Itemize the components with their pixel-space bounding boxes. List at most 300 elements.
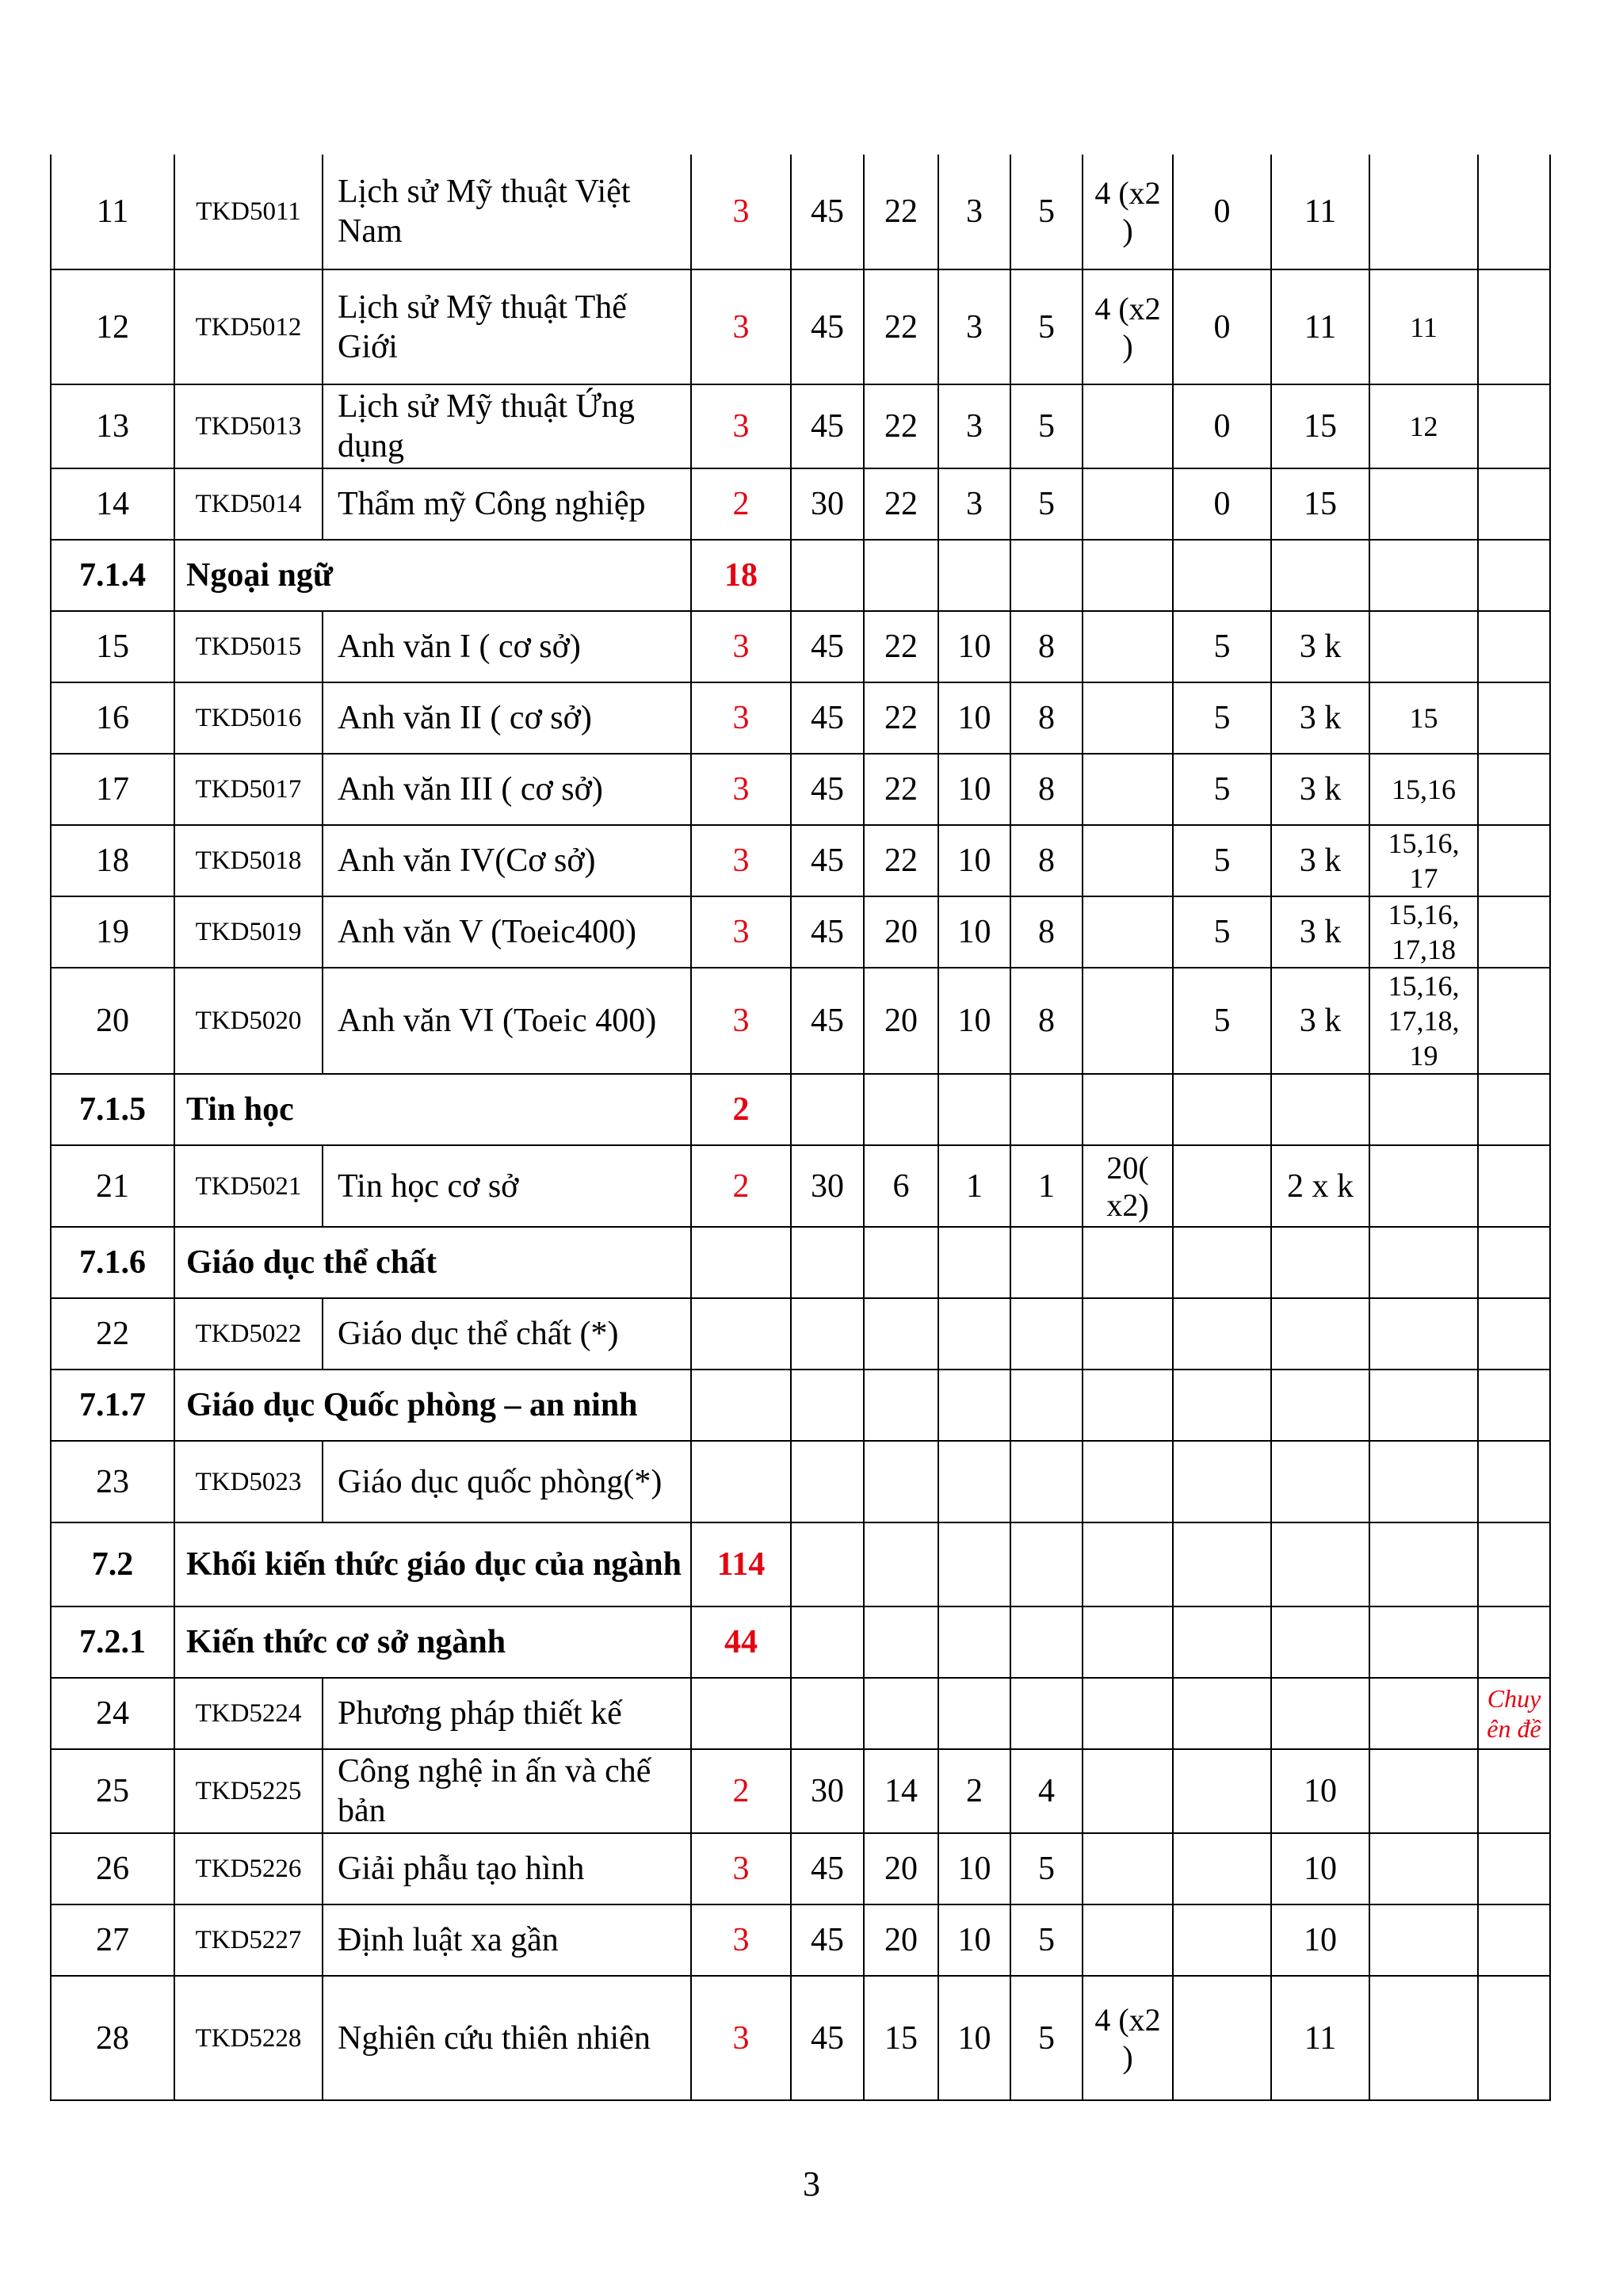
column-11-cell: 11 — [1271, 1976, 1369, 2100]
column-10-cell: 5 — [1173, 682, 1271, 754]
note-cell — [1478, 825, 1550, 896]
total-hours-cell: 30 — [791, 468, 864, 540]
prerequisite-cell: 15,16, 17 — [1369, 825, 1478, 896]
credits-cell: 2 — [691, 1749, 791, 1833]
credits-cell: 3 — [691, 269, 791, 384]
code-cell: TKD5023 — [174, 1441, 323, 1522]
credits-cell: 3 — [691, 1904, 791, 1976]
empty-cell — [791, 1522, 864, 1606]
practice-hours-cell — [1083, 682, 1173, 754]
code-cell: TKD5012 — [174, 269, 323, 384]
theory-hours-cell: 20 — [864, 1833, 938, 1904]
course-row — [51, 269, 1550, 384]
exercise-hours-cell: 10 — [938, 682, 1010, 754]
exercise-hours-cell: 2 — [938, 1749, 1010, 1833]
discussion-hours-cell — [1010, 1441, 1083, 1522]
course-row — [51, 468, 1550, 540]
total-hours-cell — [791, 1298, 864, 1370]
note-cell — [1478, 754, 1550, 825]
empty-cell — [1010, 1074, 1083, 1145]
column-10-cell — [1173, 1976, 1271, 2100]
practice-hours-cell — [1083, 825, 1173, 896]
empty-cell — [1478, 1074, 1550, 1145]
code-cell: TKD5228 — [174, 1976, 323, 2100]
section-credits: 44 — [691, 1606, 791, 1678]
discussion-hours-cell: 5 — [1010, 468, 1083, 540]
course-row — [51, 754, 1550, 825]
total-hours-cell: 45 — [791, 1904, 864, 1976]
column-10-cell: 0 — [1173, 269, 1271, 384]
column-10-cell — [1173, 1441, 1271, 1522]
empty-cell — [864, 1227, 938, 1298]
course-name: Anh văn VI (Toeic 400) — [323, 968, 691, 1074]
exercise-hours-cell — [938, 1678, 1010, 1749]
discussion-hours-cell: 5 — [1010, 1904, 1083, 1976]
empty-cell — [1010, 1522, 1083, 1606]
note-cell — [1478, 269, 1550, 384]
course-row — [51, 825, 1550, 896]
stt-cell: 12 — [51, 269, 174, 384]
credits-cell: 3 — [691, 896, 791, 968]
prerequisite-cell — [1369, 155, 1478, 269]
column-11-cell — [1271, 1678, 1369, 1749]
prerequisite-cell: 15 — [1369, 682, 1478, 754]
empty-cell — [1271, 1522, 1369, 1606]
section-title: Tin học — [174, 1074, 691, 1145]
course-row — [51, 1298, 1550, 1370]
empty-cell — [1478, 1227, 1550, 1298]
total-hours-cell: 45 — [791, 896, 864, 968]
column-11-cell: 10 — [1271, 1904, 1369, 1976]
empty-cell — [1369, 540, 1478, 611]
stt-cell: 13 — [51, 384, 174, 468]
empty-cell — [864, 1074, 938, 1145]
theory-hours-cell — [864, 1678, 938, 1749]
column-10-cell: 5 — [1173, 754, 1271, 825]
credits-cell — [691, 1298, 791, 1370]
prerequisite-cell — [1369, 1749, 1478, 1833]
stt-cell: 14 — [51, 468, 174, 540]
empty-cell — [1173, 1227, 1271, 1298]
course-name: Anh văn III ( cơ sở) — [323, 754, 691, 825]
practice-hours-cell — [1083, 611, 1173, 682]
theory-hours-cell: 22 — [864, 682, 938, 754]
section-row — [51, 540, 1550, 611]
discussion-hours-cell: 5 — [1010, 1976, 1083, 2100]
code-cell: TKD5224 — [174, 1678, 323, 1749]
course-name: Giáo dục thể chất (*) — [323, 1298, 691, 1370]
course-row — [51, 155, 1550, 269]
course-row — [51, 1833, 1550, 1904]
empty-cell — [864, 1606, 938, 1678]
empty-cell — [1369, 1074, 1478, 1145]
course-row — [51, 1976, 1550, 2100]
column-11-cell: 2 x k — [1271, 1145, 1369, 1227]
table-body — [51, 155, 1550, 2100]
column-11-cell: 15 — [1271, 468, 1369, 540]
empty-cell — [1010, 1227, 1083, 1298]
column-11-cell: 15 — [1271, 384, 1369, 468]
discussion-hours-cell: 5 — [1010, 269, 1083, 384]
section-row — [51, 1606, 1550, 1678]
credits-cell: 3 — [691, 611, 791, 682]
stt-cell: 19 — [51, 896, 174, 968]
column-10-cell: 5 — [1173, 968, 1271, 1074]
code-cell: TKD5018 — [174, 825, 323, 896]
empty-cell — [791, 1227, 864, 1298]
empty-cell — [1369, 1522, 1478, 1606]
total-hours-cell — [791, 1678, 864, 1749]
empty-cell — [1271, 1370, 1369, 1441]
course-name: Lịch sử Mỹ thuật Ứng dụng — [323, 384, 691, 468]
empty-cell — [1010, 540, 1083, 611]
page-number: 3 — [803, 2164, 820, 2203]
credits-cell: 3 — [691, 682, 791, 754]
course-name: Anh văn I ( cơ sở) — [323, 611, 691, 682]
note-cell — [1478, 468, 1550, 540]
prerequisite-cell — [1369, 1678, 1478, 1749]
stt-cell: 26 — [51, 1833, 174, 1904]
column-11-cell: 3 k — [1271, 968, 1369, 1074]
empty-cell — [1083, 1522, 1173, 1606]
stt-cell: 11 — [51, 155, 174, 269]
empty-cell — [1271, 1227, 1369, 1298]
practice-hours-cell — [1083, 1298, 1173, 1370]
credits-cell: 3 — [691, 155, 791, 269]
empty-cell — [791, 540, 864, 611]
practice-hours-cell — [1083, 1749, 1173, 1833]
practice-hours-cell: 4 (x2 ) — [1083, 269, 1173, 384]
course-name: Lịch sử Mỹ thuật Thế Giới — [323, 269, 691, 384]
credits-cell: 3 — [691, 1976, 791, 2100]
course-name: Phương pháp thiết kế — [323, 1678, 691, 1749]
empty-cell — [864, 1370, 938, 1441]
course-name: Anh văn IV(Cơ sở) — [323, 825, 691, 896]
exercise-hours-cell — [938, 1441, 1010, 1522]
section-number: 7.1.6 — [51, 1227, 174, 1298]
section-row — [51, 1074, 1550, 1145]
exercise-hours-cell: 3 — [938, 468, 1010, 540]
theory-hours-cell: 22 — [864, 468, 938, 540]
course-row — [51, 611, 1550, 682]
column-10-cell: 0 — [1173, 384, 1271, 468]
empty-cell — [1369, 1370, 1478, 1441]
discussion-hours-cell: 5 — [1010, 155, 1083, 269]
total-hours-cell: 45 — [791, 1833, 864, 1904]
credits-cell: 3 — [691, 754, 791, 825]
course-row — [51, 1749, 1550, 1833]
practice-hours-cell — [1083, 1441, 1173, 1522]
prerequisite-cell: 15,16, 17,18 — [1369, 896, 1478, 968]
empty-cell — [1010, 1370, 1083, 1441]
column-11-cell: 11 — [1271, 155, 1369, 269]
empty-cell — [1173, 1606, 1271, 1678]
empty-cell — [791, 1370, 864, 1441]
theory-hours-cell: 20 — [864, 1904, 938, 1976]
credits-cell: 2 — [691, 468, 791, 540]
credits-cell: 3 — [691, 968, 791, 1074]
empty-cell — [938, 540, 1010, 611]
stt-cell: 27 — [51, 1904, 174, 1976]
theory-hours-cell: 22 — [864, 269, 938, 384]
column-10-cell: 5 — [1173, 825, 1271, 896]
code-cell: TKD5022 — [174, 1298, 323, 1370]
prerequisite-cell: 11 — [1369, 269, 1478, 384]
total-hours-cell: 45 — [791, 825, 864, 896]
empty-cell — [938, 1522, 1010, 1606]
note-cell — [1478, 1145, 1550, 1227]
theory-hours-cell — [864, 1298, 938, 1370]
credits-cell — [691, 1678, 791, 1749]
section-credits: 18 — [691, 540, 791, 611]
total-hours-cell: 45 — [791, 754, 864, 825]
column-10-cell — [1173, 1904, 1271, 1976]
credits-cell: 3 — [691, 1833, 791, 1904]
empty-cell — [1083, 1606, 1173, 1678]
exercise-hours-cell: 3 — [938, 384, 1010, 468]
code-cell: TKD5227 — [174, 1904, 323, 1976]
practice-hours-cell — [1083, 468, 1173, 540]
theory-hours-cell: 22 — [864, 384, 938, 468]
empty-cell — [1478, 1522, 1550, 1606]
code-cell: TKD5014 — [174, 468, 323, 540]
theory-hours-cell: 20 — [864, 968, 938, 1074]
discussion-hours-cell: 8 — [1010, 754, 1083, 825]
empty-cell — [1010, 1606, 1083, 1678]
stt-cell: 18 — [51, 825, 174, 896]
practice-hours-cell — [1083, 384, 1173, 468]
empty-cell — [1173, 1074, 1271, 1145]
code-cell: TKD5225 — [174, 1749, 323, 1833]
total-hours-cell: 45 — [791, 1976, 864, 2100]
column-11-cell: 10 — [1271, 1833, 1369, 1904]
theory-hours-cell: 22 — [864, 825, 938, 896]
code-cell: TKD5226 — [174, 1833, 323, 1904]
code-cell: TKD5021 — [174, 1145, 323, 1227]
course-name: Công nghệ in ấn và chế bản — [323, 1749, 691, 1833]
exercise-hours-cell: 3 — [938, 269, 1010, 384]
theory-hours-cell: 22 — [864, 611, 938, 682]
section-number: 7.2.1 — [51, 1606, 174, 1678]
empty-cell — [1271, 540, 1369, 611]
discussion-hours-cell: 8 — [1010, 896, 1083, 968]
empty-cell — [1478, 540, 1550, 611]
stt-cell: 23 — [51, 1441, 174, 1522]
credits-cell: 3 — [691, 384, 791, 468]
section-number: 7.2 — [51, 1522, 174, 1606]
prerequisite-cell — [1369, 468, 1478, 540]
practice-hours-cell — [1083, 896, 1173, 968]
empty-cell — [791, 1074, 864, 1145]
total-hours-cell: 45 — [791, 269, 864, 384]
empty-cell — [1173, 540, 1271, 611]
course-row — [51, 1678, 1550, 1749]
column-10-cell — [1173, 1145, 1271, 1227]
section-row — [51, 1227, 1550, 1298]
practice-hours-cell — [1083, 1678, 1173, 1749]
stt-cell: 15 — [51, 611, 174, 682]
course-row — [51, 682, 1550, 754]
course-name: Giáo dục quốc phòng(*) — [323, 1441, 691, 1522]
code-cell: TKD5017 — [174, 754, 323, 825]
exercise-hours-cell: 1 — [938, 1145, 1010, 1227]
note-cell — [1478, 682, 1550, 754]
discussion-hours-cell — [1010, 1298, 1083, 1370]
note-cell — [1478, 1441, 1550, 1522]
column-11-cell: 3 k — [1271, 611, 1369, 682]
total-hours-cell: 30 — [791, 1749, 864, 1833]
column-10-cell: 5 — [1173, 611, 1271, 682]
practice-hours-cell — [1083, 754, 1173, 825]
note-cell — [1478, 1298, 1550, 1370]
stt-cell: 17 — [51, 754, 174, 825]
exercise-hours-cell: 10 — [938, 754, 1010, 825]
course-name: Anh văn V (Toeic400) — [323, 896, 691, 968]
empty-cell — [938, 1370, 1010, 1441]
course-row — [51, 968, 1550, 1074]
total-hours-cell: 45 — [791, 155, 864, 269]
note-cell — [1478, 968, 1550, 1074]
section-credits — [691, 1370, 791, 1441]
empty-cell — [938, 1074, 1010, 1145]
empty-cell — [791, 1606, 864, 1678]
section-number: 7.1.7 — [51, 1370, 174, 1441]
column-10-cell: 0 — [1173, 468, 1271, 540]
theory-hours-cell — [864, 1441, 938, 1522]
section-row — [51, 1370, 1550, 1441]
column-10-cell — [1173, 1678, 1271, 1749]
exercise-hours-cell: 10 — [938, 968, 1010, 1074]
total-hours-cell: 45 — [791, 682, 864, 754]
note-cell — [1478, 384, 1550, 468]
exercise-hours-cell: 10 — [938, 1904, 1010, 1976]
column-10-cell — [1173, 1298, 1271, 1370]
discussion-hours-cell: 8 — [1010, 825, 1083, 896]
discussion-hours-cell: 4 — [1010, 1749, 1083, 1833]
section-credits: 2 — [691, 1074, 791, 1145]
column-11-cell: 3 k — [1271, 896, 1369, 968]
course-name: Lịch sử Mỹ thuật Việt Nam — [323, 155, 691, 269]
theory-hours-cell: 6 — [864, 1145, 938, 1227]
code-cell: TKD5016 — [174, 682, 323, 754]
note-cell — [1478, 1749, 1550, 1833]
empty-cell — [1271, 1606, 1369, 1678]
section-row — [51, 1522, 1550, 1606]
prerequisite-cell: 15,16, 17,18, 19 — [1369, 968, 1478, 1074]
total-hours-cell: 45 — [791, 968, 864, 1074]
section-title: Giáo dục thể chất — [174, 1227, 691, 1298]
exercise-hours-cell: 10 — [938, 1976, 1010, 2100]
practice-hours-cell — [1083, 1833, 1173, 1904]
empty-cell — [938, 1227, 1010, 1298]
empty-cell — [1083, 1074, 1173, 1145]
note-cell — [1478, 155, 1550, 269]
prerequisite-cell — [1369, 1145, 1478, 1227]
discussion-hours-cell: 8 — [1010, 611, 1083, 682]
stt-cell: 22 — [51, 1298, 174, 1370]
section-title: Khối kiến thức giáo dục của ngành — [174, 1522, 691, 1606]
credits-cell: 3 — [691, 825, 791, 896]
empty-cell — [1369, 1606, 1478, 1678]
empty-cell — [864, 540, 938, 611]
theory-hours-cell: 22 — [864, 155, 938, 269]
column-11-cell — [1271, 1441, 1369, 1522]
prerequisite-cell: 15,16 — [1369, 754, 1478, 825]
empty-cell — [1478, 1370, 1550, 1441]
prerequisite-cell — [1369, 611, 1478, 682]
stt-cell: 20 — [51, 968, 174, 1074]
empty-cell — [1083, 1370, 1173, 1441]
course-row — [51, 1441, 1550, 1522]
note-cell — [1478, 611, 1550, 682]
section-title: Kiến thức cơ sở ngành — [174, 1606, 691, 1678]
total-hours-cell: 45 — [791, 384, 864, 468]
discussion-hours-cell: 5 — [1010, 384, 1083, 468]
section-credits — [691, 1227, 791, 1298]
column-11-cell: 10 — [1271, 1749, 1369, 1833]
exercise-hours-cell — [938, 1298, 1010, 1370]
prerequisite-cell — [1369, 1298, 1478, 1370]
note-cell — [1478, 896, 1550, 968]
curriculum-table — [50, 155, 1551, 2101]
discussion-hours-cell: 1 — [1010, 1145, 1083, 1227]
empty-cell — [1369, 1227, 1478, 1298]
total-hours-cell: 30 — [791, 1145, 864, 1227]
discussion-hours-cell — [1010, 1678, 1083, 1749]
course-name: Tin học cơ sở — [323, 1145, 691, 1227]
empty-cell — [1271, 1074, 1369, 1145]
section-number: 7.1.4 — [51, 540, 174, 611]
prerequisite-cell — [1369, 1904, 1478, 1976]
prerequisite-cell — [1369, 1833, 1478, 1904]
code-cell: TKD5020 — [174, 968, 323, 1074]
note-cell — [1478, 1833, 1550, 1904]
stt-cell: 25 — [51, 1749, 174, 1833]
course-name: Định luật xa gần — [323, 1904, 691, 1976]
code-cell: TKD5013 — [174, 384, 323, 468]
practice-hours-cell: 4 (x2 ) — [1083, 155, 1173, 269]
note-cell: Chuy ên đề — [1478, 1678, 1550, 1749]
column-10-cell — [1173, 1833, 1271, 1904]
empty-cell — [938, 1606, 1010, 1678]
practice-hours-cell — [1083, 1904, 1173, 1976]
column-10-cell: 5 — [1173, 896, 1271, 968]
exercise-hours-cell: 3 — [938, 155, 1010, 269]
section-title: Giáo dục Quốc phòng – an ninh — [174, 1370, 691, 1441]
stt-cell: 24 — [51, 1678, 174, 1749]
empty-cell — [1173, 1522, 1271, 1606]
theory-hours-cell: 22 — [864, 754, 938, 825]
practice-hours-cell: 4 (x2 ) — [1083, 1976, 1173, 2100]
prerequisite-cell: 12 — [1369, 384, 1478, 468]
course-name: Giải phẫu tạo hình — [323, 1833, 691, 1904]
theory-hours-cell: 20 — [864, 896, 938, 968]
stt-cell: 21 — [51, 1145, 174, 1227]
column-11-cell — [1271, 1298, 1369, 1370]
section-title: Ngoại ngữ — [174, 540, 691, 611]
total-hours-cell: 45 — [791, 611, 864, 682]
empty-cell — [864, 1522, 938, 1606]
practice-hours-cell: 20( x2) — [1083, 1145, 1173, 1227]
exercise-hours-cell: 10 — [938, 1833, 1010, 1904]
total-hours-cell — [791, 1441, 864, 1522]
code-cell: TKD5015 — [174, 611, 323, 682]
code-cell: TKD5019 — [174, 896, 323, 968]
empty-cell — [1173, 1370, 1271, 1441]
section-credits: 114 — [691, 1522, 791, 1606]
column-11-cell: 3 k — [1271, 682, 1369, 754]
course-row — [51, 384, 1550, 468]
